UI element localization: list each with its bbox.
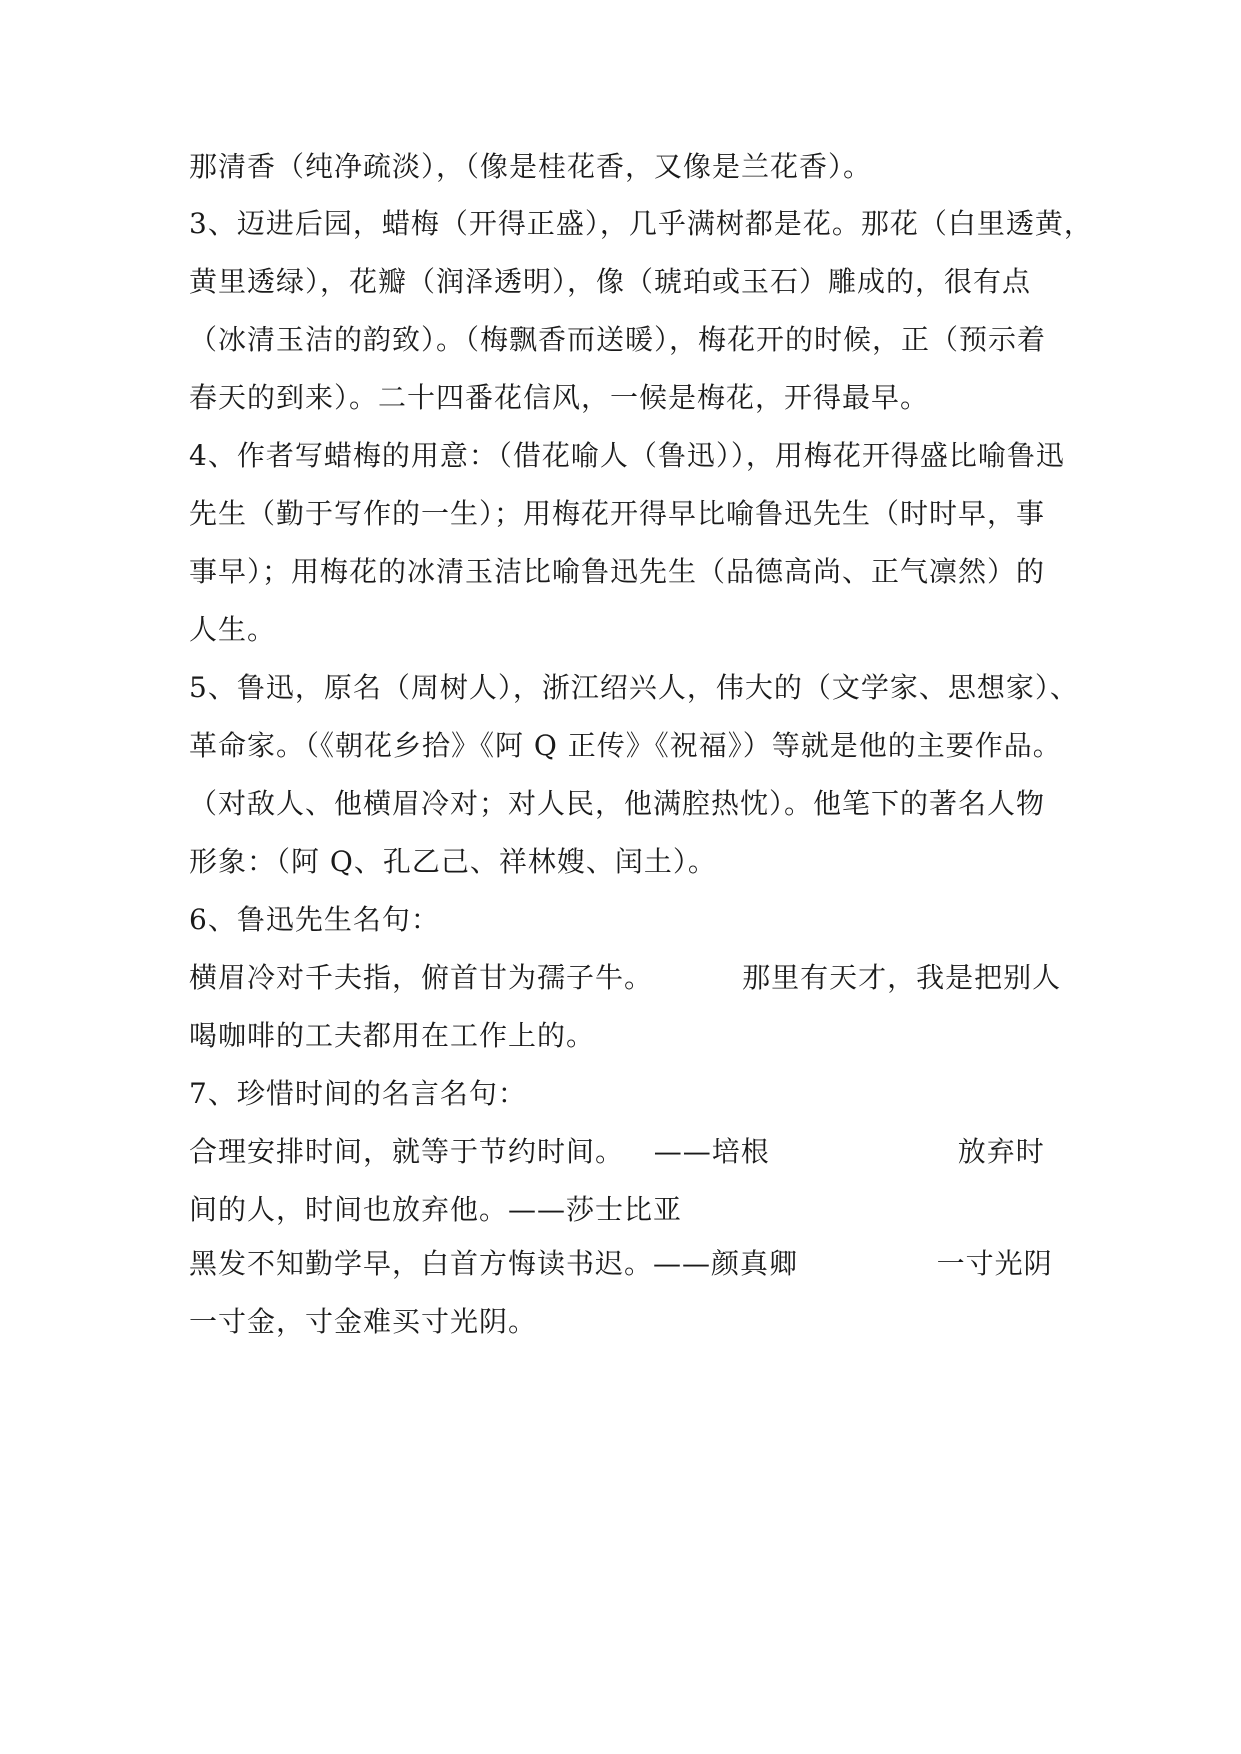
text-line: 7、珍惜时间的名言名句： <box>189 1077 527 1110</box>
text-line: 黑发不知勤学早，白首方悔读书迟。——颜真卿 一寸光阴 <box>189 1247 1053 1280</box>
text-line: （对敌人、他横眉冷对；对人民，他满腔热忱）。他笔下的著名人物 <box>189 787 1046 820</box>
text-line: 黄里透绿），花瓣（润泽透明），像（琥珀或玉石）雕成的，很有点 <box>189 265 1032 298</box>
text-line: 人生。 <box>189 613 277 646</box>
text-line: 4、作者写蜡梅的用意：（借花喻人（鲁迅）），用梅花开得盛比喻鲁迅 <box>189 439 1065 472</box>
text-line: （冰清玉洁的韵致）。（梅飘香而送暖），梅花开的时候，正（预示着 <box>189 323 1047 356</box>
text-line: 春天的到来）。二十四番花信风，一候是梅花，开得最早。 <box>189 381 930 414</box>
text-line: 喝咖啡的工夫都用在工作上的。 <box>189 1019 596 1052</box>
text-line: 横眉冷对千夫指，俯首甘为孺子牛。 那里有天才，我是把别人 <box>189 961 1062 994</box>
text-line: 3、迈进后园，蜡梅（开得正盛），几乎满树都是花。那花（白里透黄， <box>189 207 1093 240</box>
text-line: 事早）；用梅花的冰清玉洁比喻鲁迅先生（品德高尚、正气凛然）的 <box>189 555 1046 588</box>
text-line: 那清香（纯净疏淡），（像是桂花香，又像是兰花香）。 <box>189 150 873 183</box>
text-line: 革命家。（《朝花乡拾》《阿 Q 正传》《祝福》）等就是他的主要作品。 <box>189 729 1062 762</box>
text-line: 6、鲁迅先生名句： <box>189 903 440 936</box>
text-line: 形象：（阿 Q、孔乙己、祥林嫂、闰土）。 <box>189 845 717 878</box>
text-line: 先生（勤于写作的一生）；用梅花开得早比喻鲁迅先生（时时早，事 <box>189 497 1046 530</box>
text-line: 5、鲁迅，原名（周树人），浙江绍兴人，伟大的（文学家、思想家）、 <box>189 671 1079 704</box>
text-line: 一寸金，寸金难买寸光阴。 <box>189 1305 538 1338</box>
text-line: 间的人，时间也放弃他。——莎士比亚 <box>189 1193 683 1226</box>
text-line: 合理安排时间，就等于节约时间。 ——培根 放弃时 <box>189 1135 1045 1168</box>
